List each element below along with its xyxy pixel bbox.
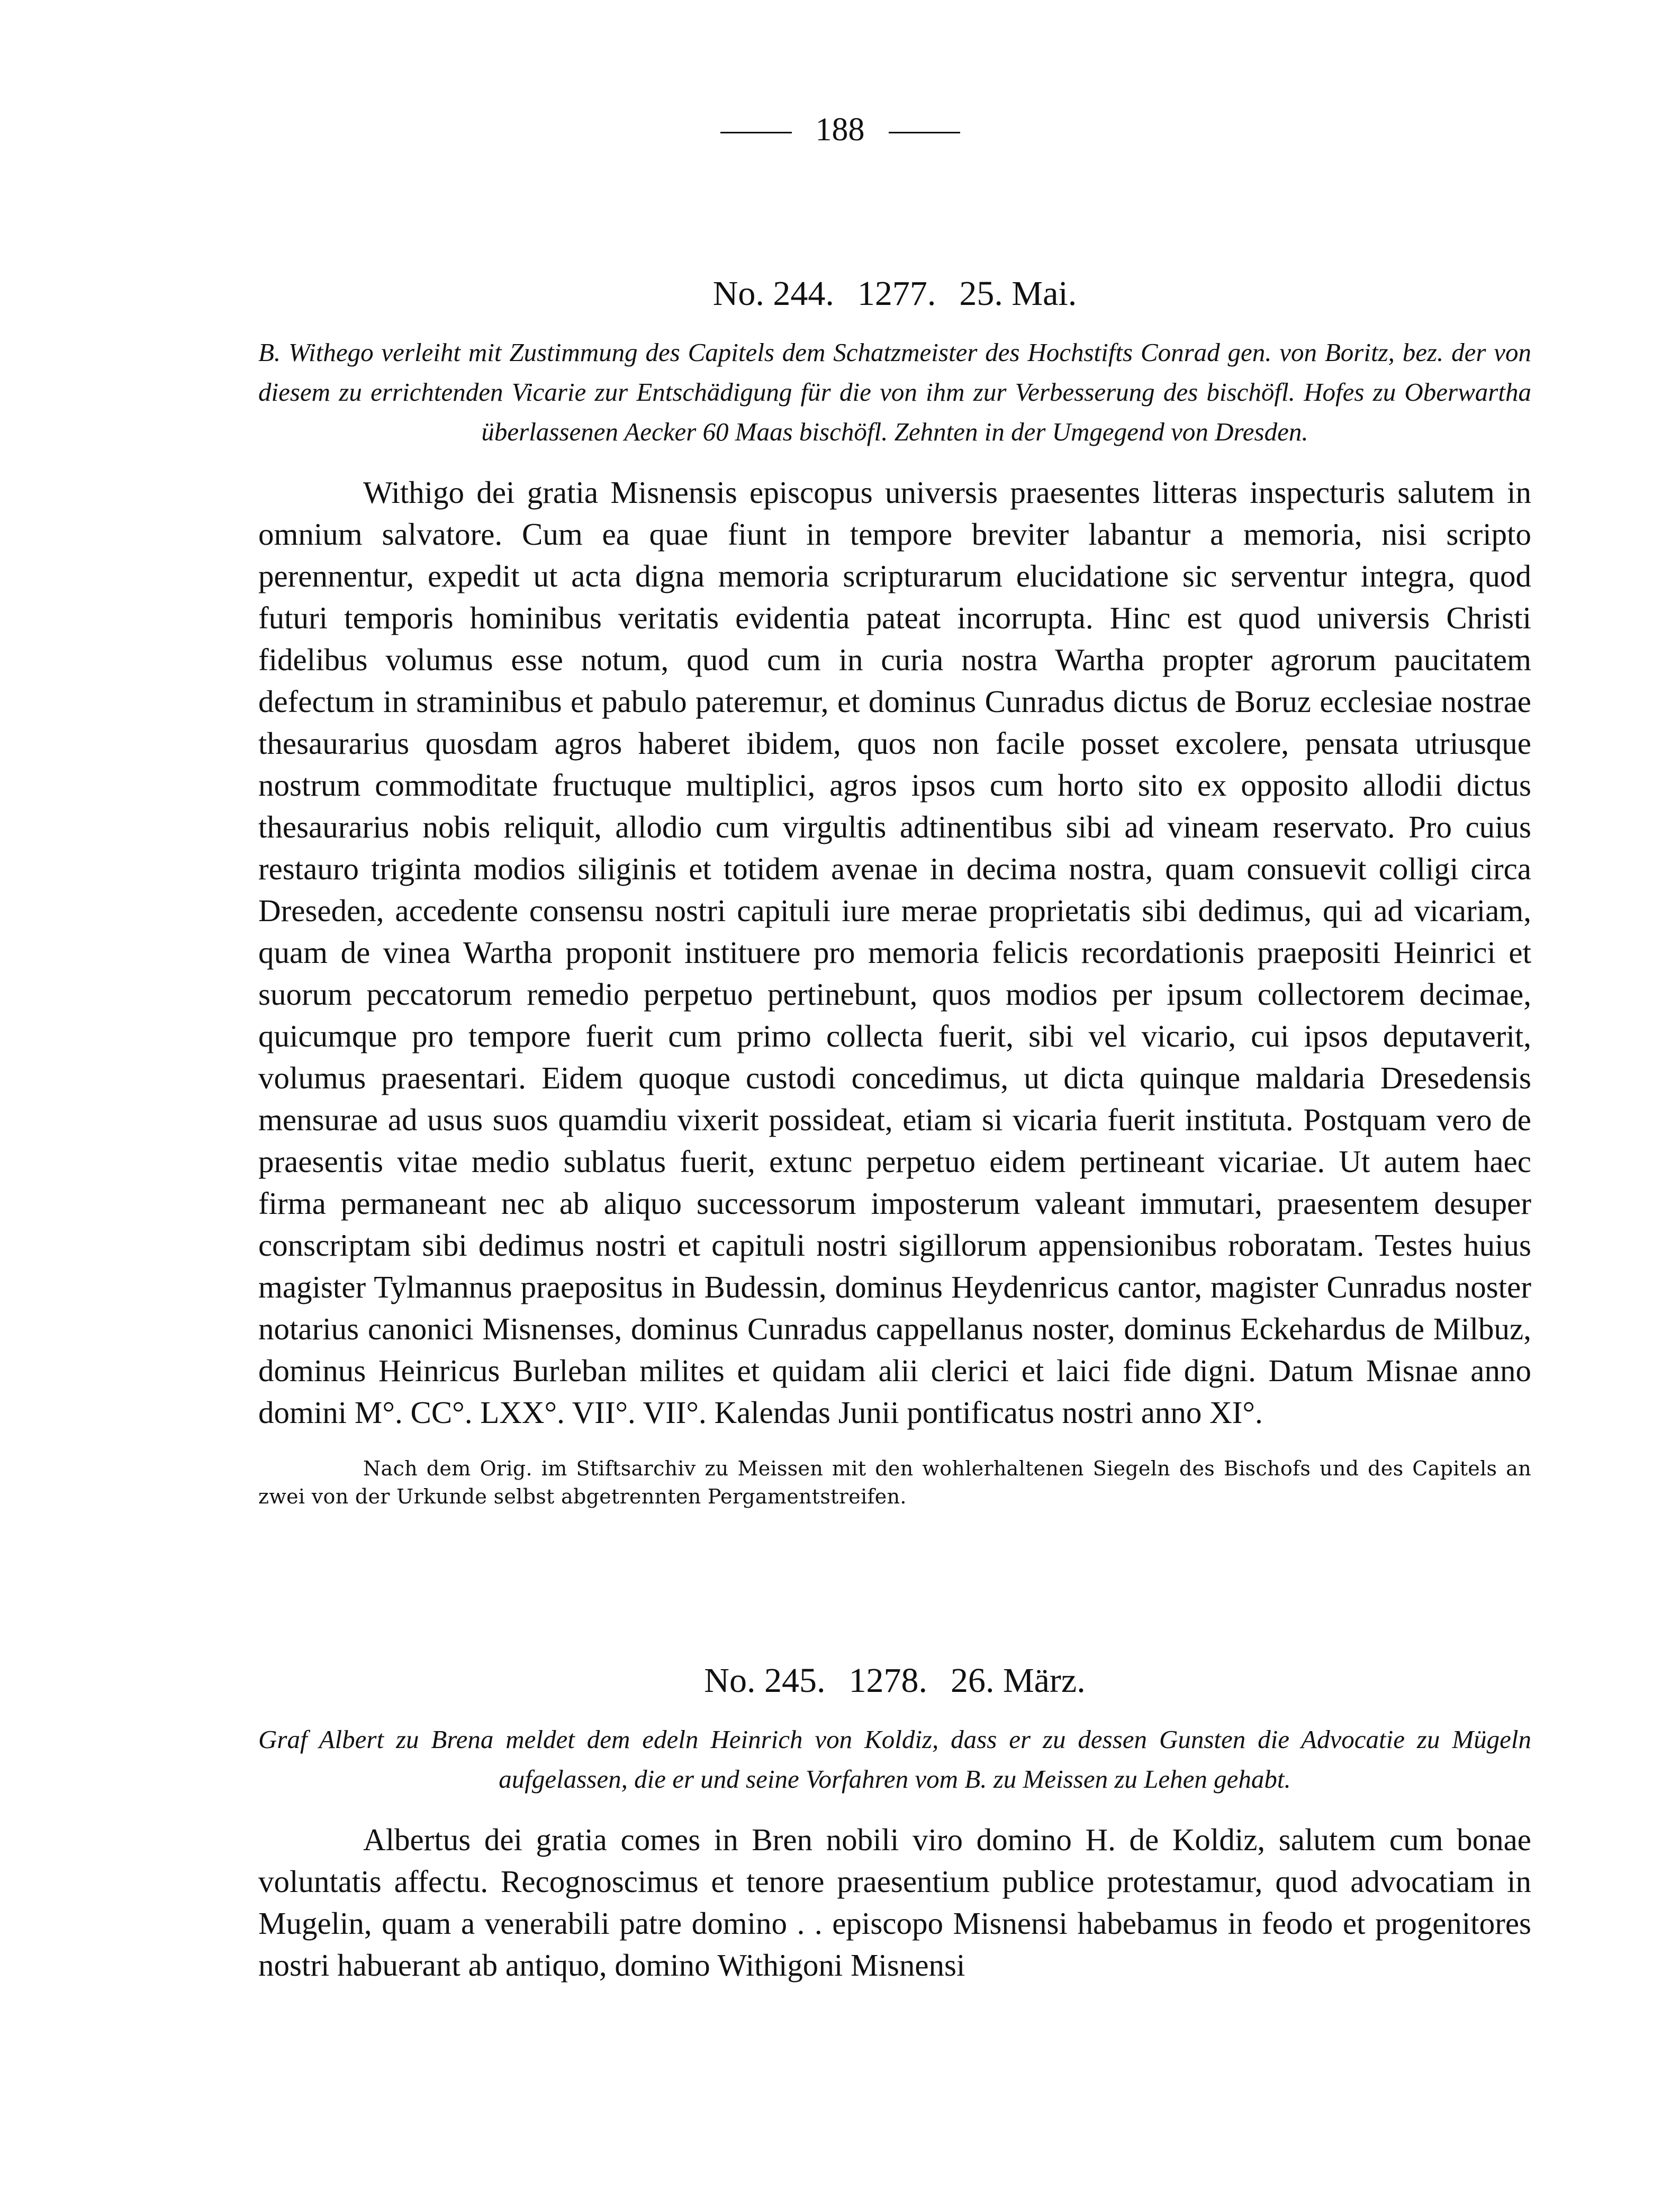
header-rule-left bbox=[720, 132, 792, 133]
document-summary: Graf Albert zu Brena meldet dem edeln Heinrich von Koldiz, dass er zu dessen Gunsten die Advocatie zu Mügeln aufgelassen, die er und seine Vorfahren vom B. zu Meissen zu Lehen gehabt. bbox=[258, 1725, 1531, 1794]
document-245 bbox=[258, 1657, 1531, 1986]
document-date: 25. Mai. bbox=[959, 274, 1077, 313]
document-year: 1278. bbox=[848, 1661, 927, 1700]
document-heading bbox=[258, 270, 1531, 318]
page-header bbox=[0, 109, 1680, 151]
document-text: Albertus dei gratia comes in Bren nobili viro domino H. de Koldiz, salutem cum bonae voluntatis affectu. Recognoscimus et tenore praesentium publice protestamur, quod advocatiam in Mugelin, quam a venerabili patre domino . . episcopo Misnensi habebamus in feodo et progenitores nostri habuerant ab antiquo, domino Withigoni Misnensi bbox=[258, 1822, 1531, 1983]
document-number: No. 244. bbox=[712, 274, 834, 313]
document-date: 26. März. bbox=[950, 1661, 1086, 1700]
header-rule-right bbox=[889, 132, 960, 133]
document-summary: B. Withego verleiht mit Zustimmung des Capitels dem Schatzmeister des Hochstifts Conrad gen. von Boritz, bez. der von diesem zu errichtenden Vicarie zur Entschädigung für die von ihm zur Verbesserung des bischöfl. Hofes zu Oberwartha überlassenen Aecker 60 Maas bischöfl. Zehnten in der Umgegend von Dresden. bbox=[258, 338, 1531, 446]
document-244 bbox=[258, 270, 1531, 1511]
document-number: No. 245. bbox=[704, 1661, 826, 1700]
document-year: 1277. bbox=[857, 274, 936, 313]
source-note: Nach dem Orig. im Stiftsarchiv zu Meissen mit den wohlerhaltenen Siegeln des Bischofs und des Capitels an zwei von der Urkunde selbst abgetrennten Pergamentstreifen. bbox=[258, 1457, 1531, 1508]
page-number: 188 bbox=[815, 112, 865, 148]
document-text: Withigo dei gratia Misnensis episcopus universis praesentes litteras inspecturis salutem in omnium salvatore. Cum ea quae fiunt in tempore breviter labantur a memoria, nisi scripto perennentur, expedit ut acta digna memoria scripturarum elucidatione sic serventur integra, quod futuri temporis hominibus veritatis evidentia pateat incorrupta. Hinc est quod universis Christi fidelibus volumus esse notum, quod cum in curia nostra Wartha propter agrorum paucitatem defectum in straminibus et pabulo pateremur, et dominus Cunradus dictus de Boruz ecclesiae nostrae thesaurarius quosdam agros haberet ibidem, quos non facile posset excolere, pensata utriusque nostrum commoditate fructuque multiplici, agros ipsos cum horto sito ex opposito allodii dictus thesaurarius nobis reliquit, allodio cum virgultis adtinentibus sibi ad vineam reservato. Pro cuius restauro triginta modios siliginis et totidem avenae in decima nostra, quam consuevit colligi circa Dreseden, accedente consensu nostri capituli iure merae proprietatis sibi dedimus, qui ad vicariam, quam de vinea Wartha proponit instituere pro memoria felicis recordationis praepositi Heinrici et suorum peccatorum remedio perpetuo pertinebunt, quos modios per ipsum collectorem decimae, quicumque pro tempore fuerit cum primo collecta fuerit, sibi vel vicario, cui ipsos deputaverit, volumus praesentari. Eidem quoque custodi concedimus, ut dicta quinque maldaria Dresedensis mensurae ad usus suos quamdiu vixerit possideat, etiam si vicaria fuerit instituta. Postquam vero de praesentis vitae medio sublatus fuerit, extunc perpetuo eidem pertineant vicariae. Ut autem haec firma permaneant nec ab aliquo successorum imposterum valeant immutari, praesentem desuper conscriptam sibi dedimus nostri et capituli nostri sigillorum appensionibus roboratam. Testes huius magister Tylmannus praepositus in Budessin, dominus Heydenricus cantor, magister Cunradus noster notarius canonici Misnenses, dominus Cunradus cappellanus noster, dominus Eckehardus de Milbuz, dominus Heinricus Burleban milites et quidam alii clerici et laici fide digni. Datum Misnae anno domini M°. CC°. LXX°. VII°. VII°. Kalendas Junii pontificatus nostri anno XI°. bbox=[258, 475, 1531, 1430]
document-heading bbox=[258, 1657, 1531, 1705]
